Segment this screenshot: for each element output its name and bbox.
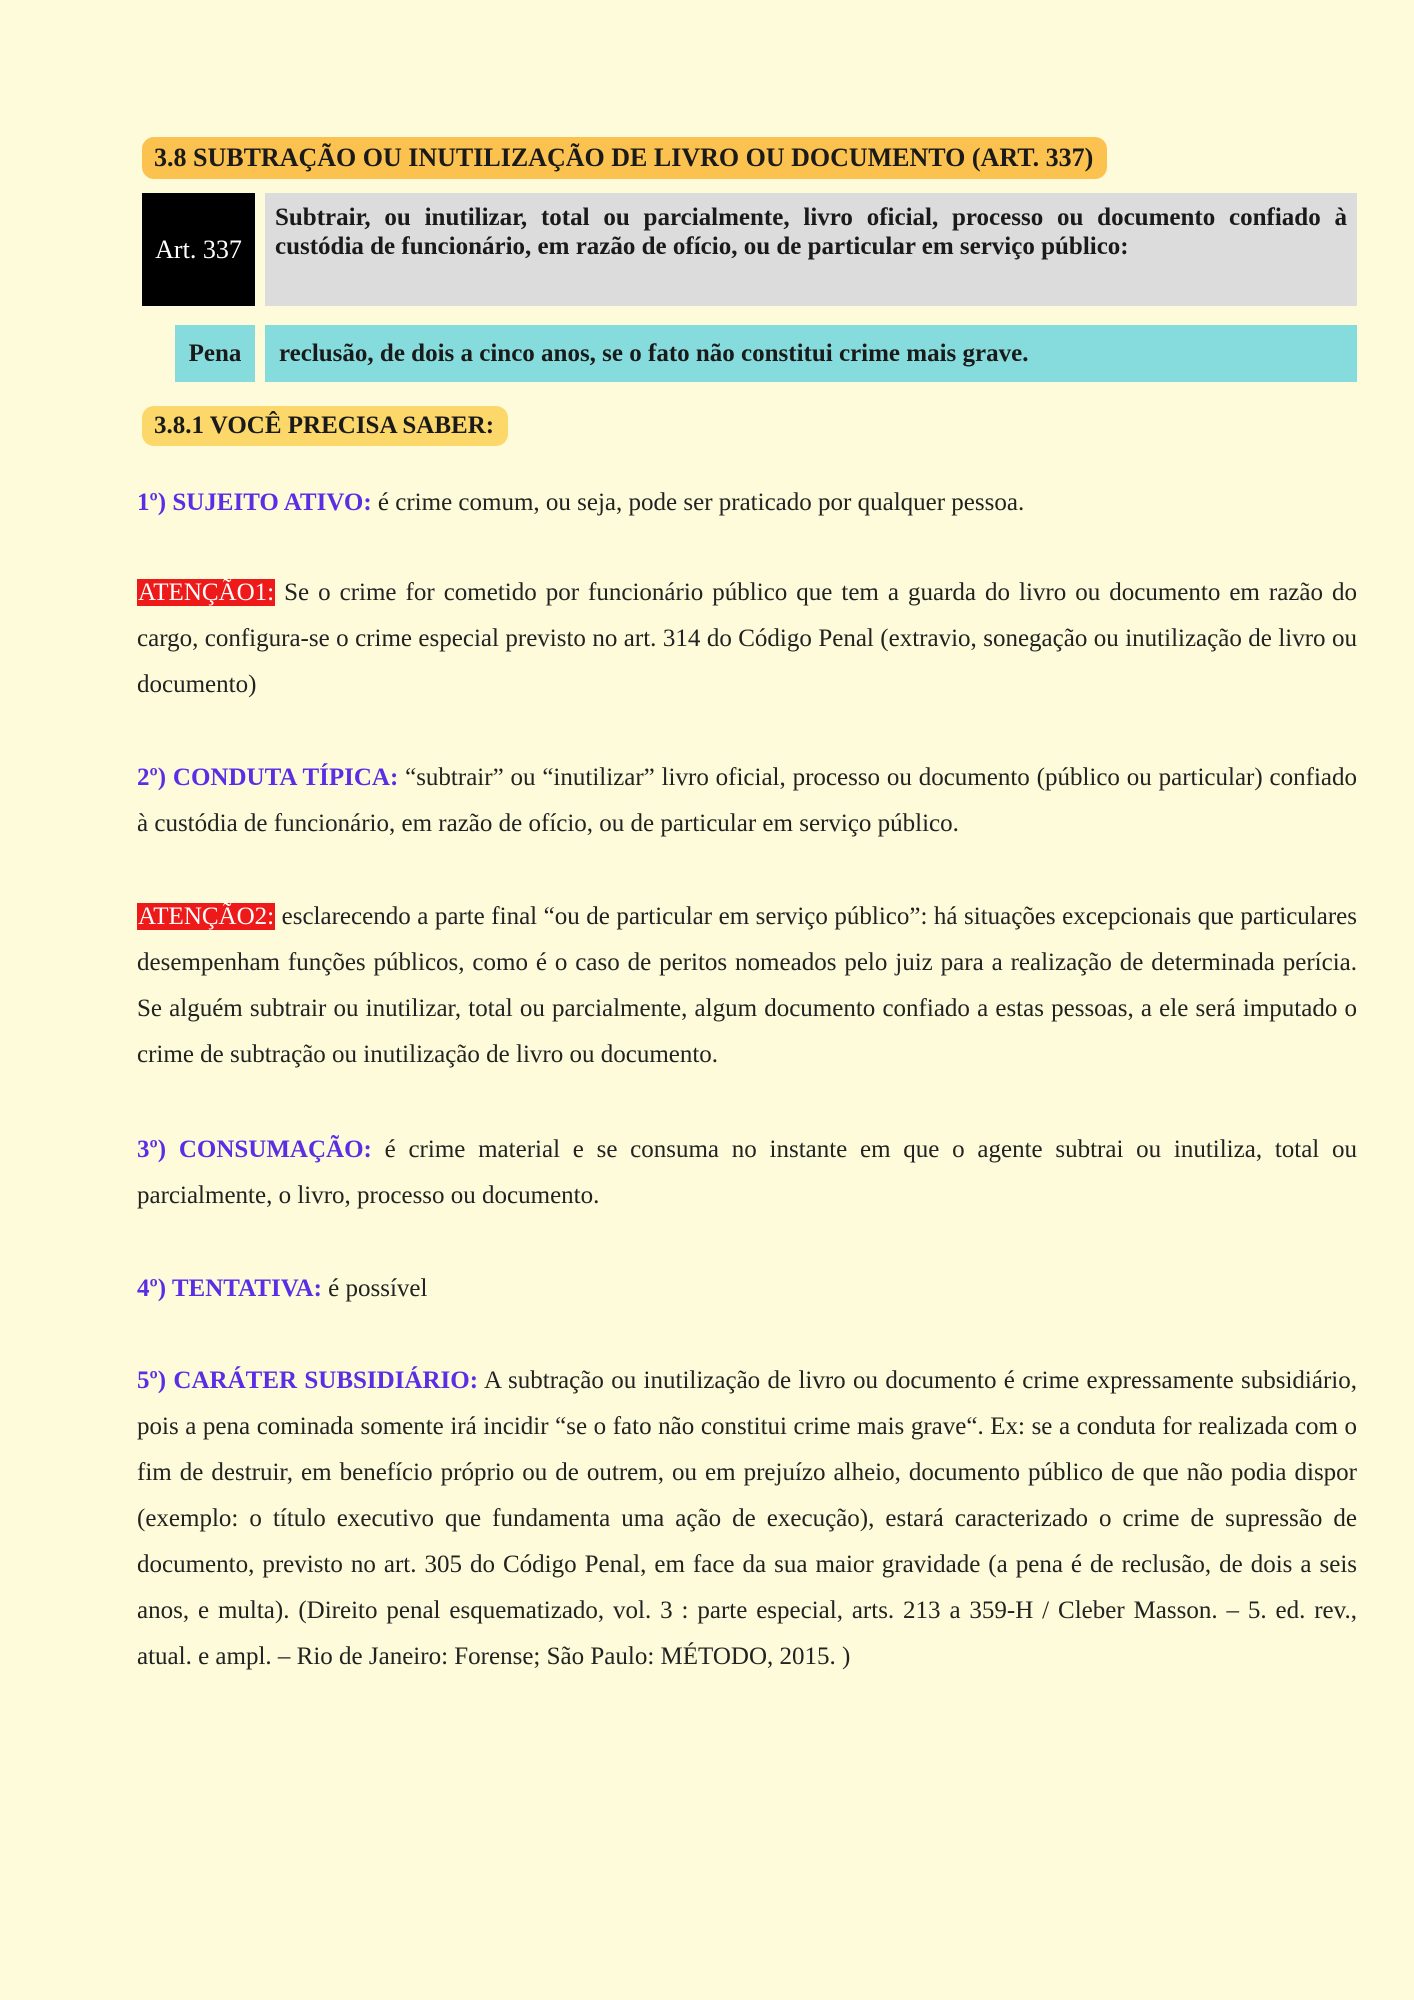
subsection-title: 3.8.1 VOCÊ PRECISA SABER: <box>142 406 508 446</box>
item-label: 5º) CARÁTER SUBSIDIÁRIO: <box>137 1367 479 1394</box>
item-text: “subtrair” ou “inutilizar” livro oficial, processo ou documento (público ou particular) confiado à custódia de funcionário, em razão de ofício, ou de particular em serviço público. <box>137 764 1357 837</box>
item-text: A subtração ou inutilização de livro ou documento é crime expressamente subsidiário, pois a pena cominada somente irá incidir “se o fato não constitui crime mais grave“. Ex: se a conduta for realizada com o fim de destruir, em benefício próprio ou de outrem, ou em prejuízo alheio, documento público de que não podia dispor (exemplo: o título executivo que fundamenta uma ação de execução), estará caracterizado o crime de supressão de documento, previsto no art. 305 do Código Penal, em face da sua maior gravidade (a pena é de reclusão, de dois a seis anos, e multa). (Direito penal esquematizado, vol. 3 : parte especial, arts. 213 a 359-H / Cleber Masson. – 5. ed. rev., atual. e ampl. – Rio de Janeiro: Forense; São Paulo: MÉTODO, 2015. ) <box>137 1367 1357 1670</box>
attention-1 <box>137 570 1357 708</box>
attention-2 <box>137 894 1357 1078</box>
item-label: 3º) CONSUMAÇÃO: <box>137 1136 372 1163</box>
penalty-text: reclusão, de dois a cinco anos, se o fato não constitui crime mais grave. <box>265 325 1357 382</box>
attention-badge: ATENÇÃO2: <box>138 903 275 930</box>
article-label: Art. 337 <box>142 193 255 306</box>
item-consumacao <box>137 1127 1357 1219</box>
item-tentativa <box>137 1266 1357 1312</box>
item-label: 1º) SUJEITO ATIVO: <box>137 489 372 516</box>
section-title: 3.8 SUBTRAÇÃO OU INUTILIZAÇÃO DE LIVRO OU DOCUMENTO (ART. 337) <box>142 137 1107 179</box>
item-text: é crime material e se consuma no instante em que o agente subtrai ou inutiliza, total ou parcialmente, o livro, processo ou documento. <box>137 1136 1357 1209</box>
item-carater-subsidiario <box>137 1358 1357 1680</box>
attention-text: Se o crime for cometido por funcionário público que tem a guarda do livro ou documento em razão do cargo, configura-se o crime especial previsto no art. 314 do Código Penal (extravio, sonegação ou inutilização de livro ou documento) <box>137 579 1357 698</box>
item-text: é crime comum, ou seja, pode ser praticado por qualquer pessoa. <box>371 489 1025 516</box>
attention-text: esclarecendo a parte final “ou de particular em serviço público”: há situações excepcionais que particulares desempenham funções públicos, como é o caso de peritos nomeados pelo juiz para a realização de determinada perícia. Se alguém subtrair ou inutilizar, total ou parcialmente, algum documento confiado a estas pessoas, a ele será imputado o crime de subtração ou inutilização de livro ou documento. <box>137 903 1357 1068</box>
article-text: Subtrair, ou inutilizar, total ou parcialmente, livro oficial, processo ou documento confiado à custódia de funcionário, em razão de ofício, ou de particular em serviço público: <box>265 193 1357 306</box>
attention-badge: ATENÇÃO1: <box>138 579 275 606</box>
penalty-label: Pena <box>175 325 255 382</box>
item-conduta-tipica <box>137 755 1357 847</box>
item-sujeito-ativo <box>137 480 1357 526</box>
item-text: é possível <box>321 1275 428 1302</box>
item-label: 2º) CONDUTA TÍPICA: <box>137 764 399 791</box>
item-label: 4º) TENTATIVA: <box>137 1275 322 1302</box>
